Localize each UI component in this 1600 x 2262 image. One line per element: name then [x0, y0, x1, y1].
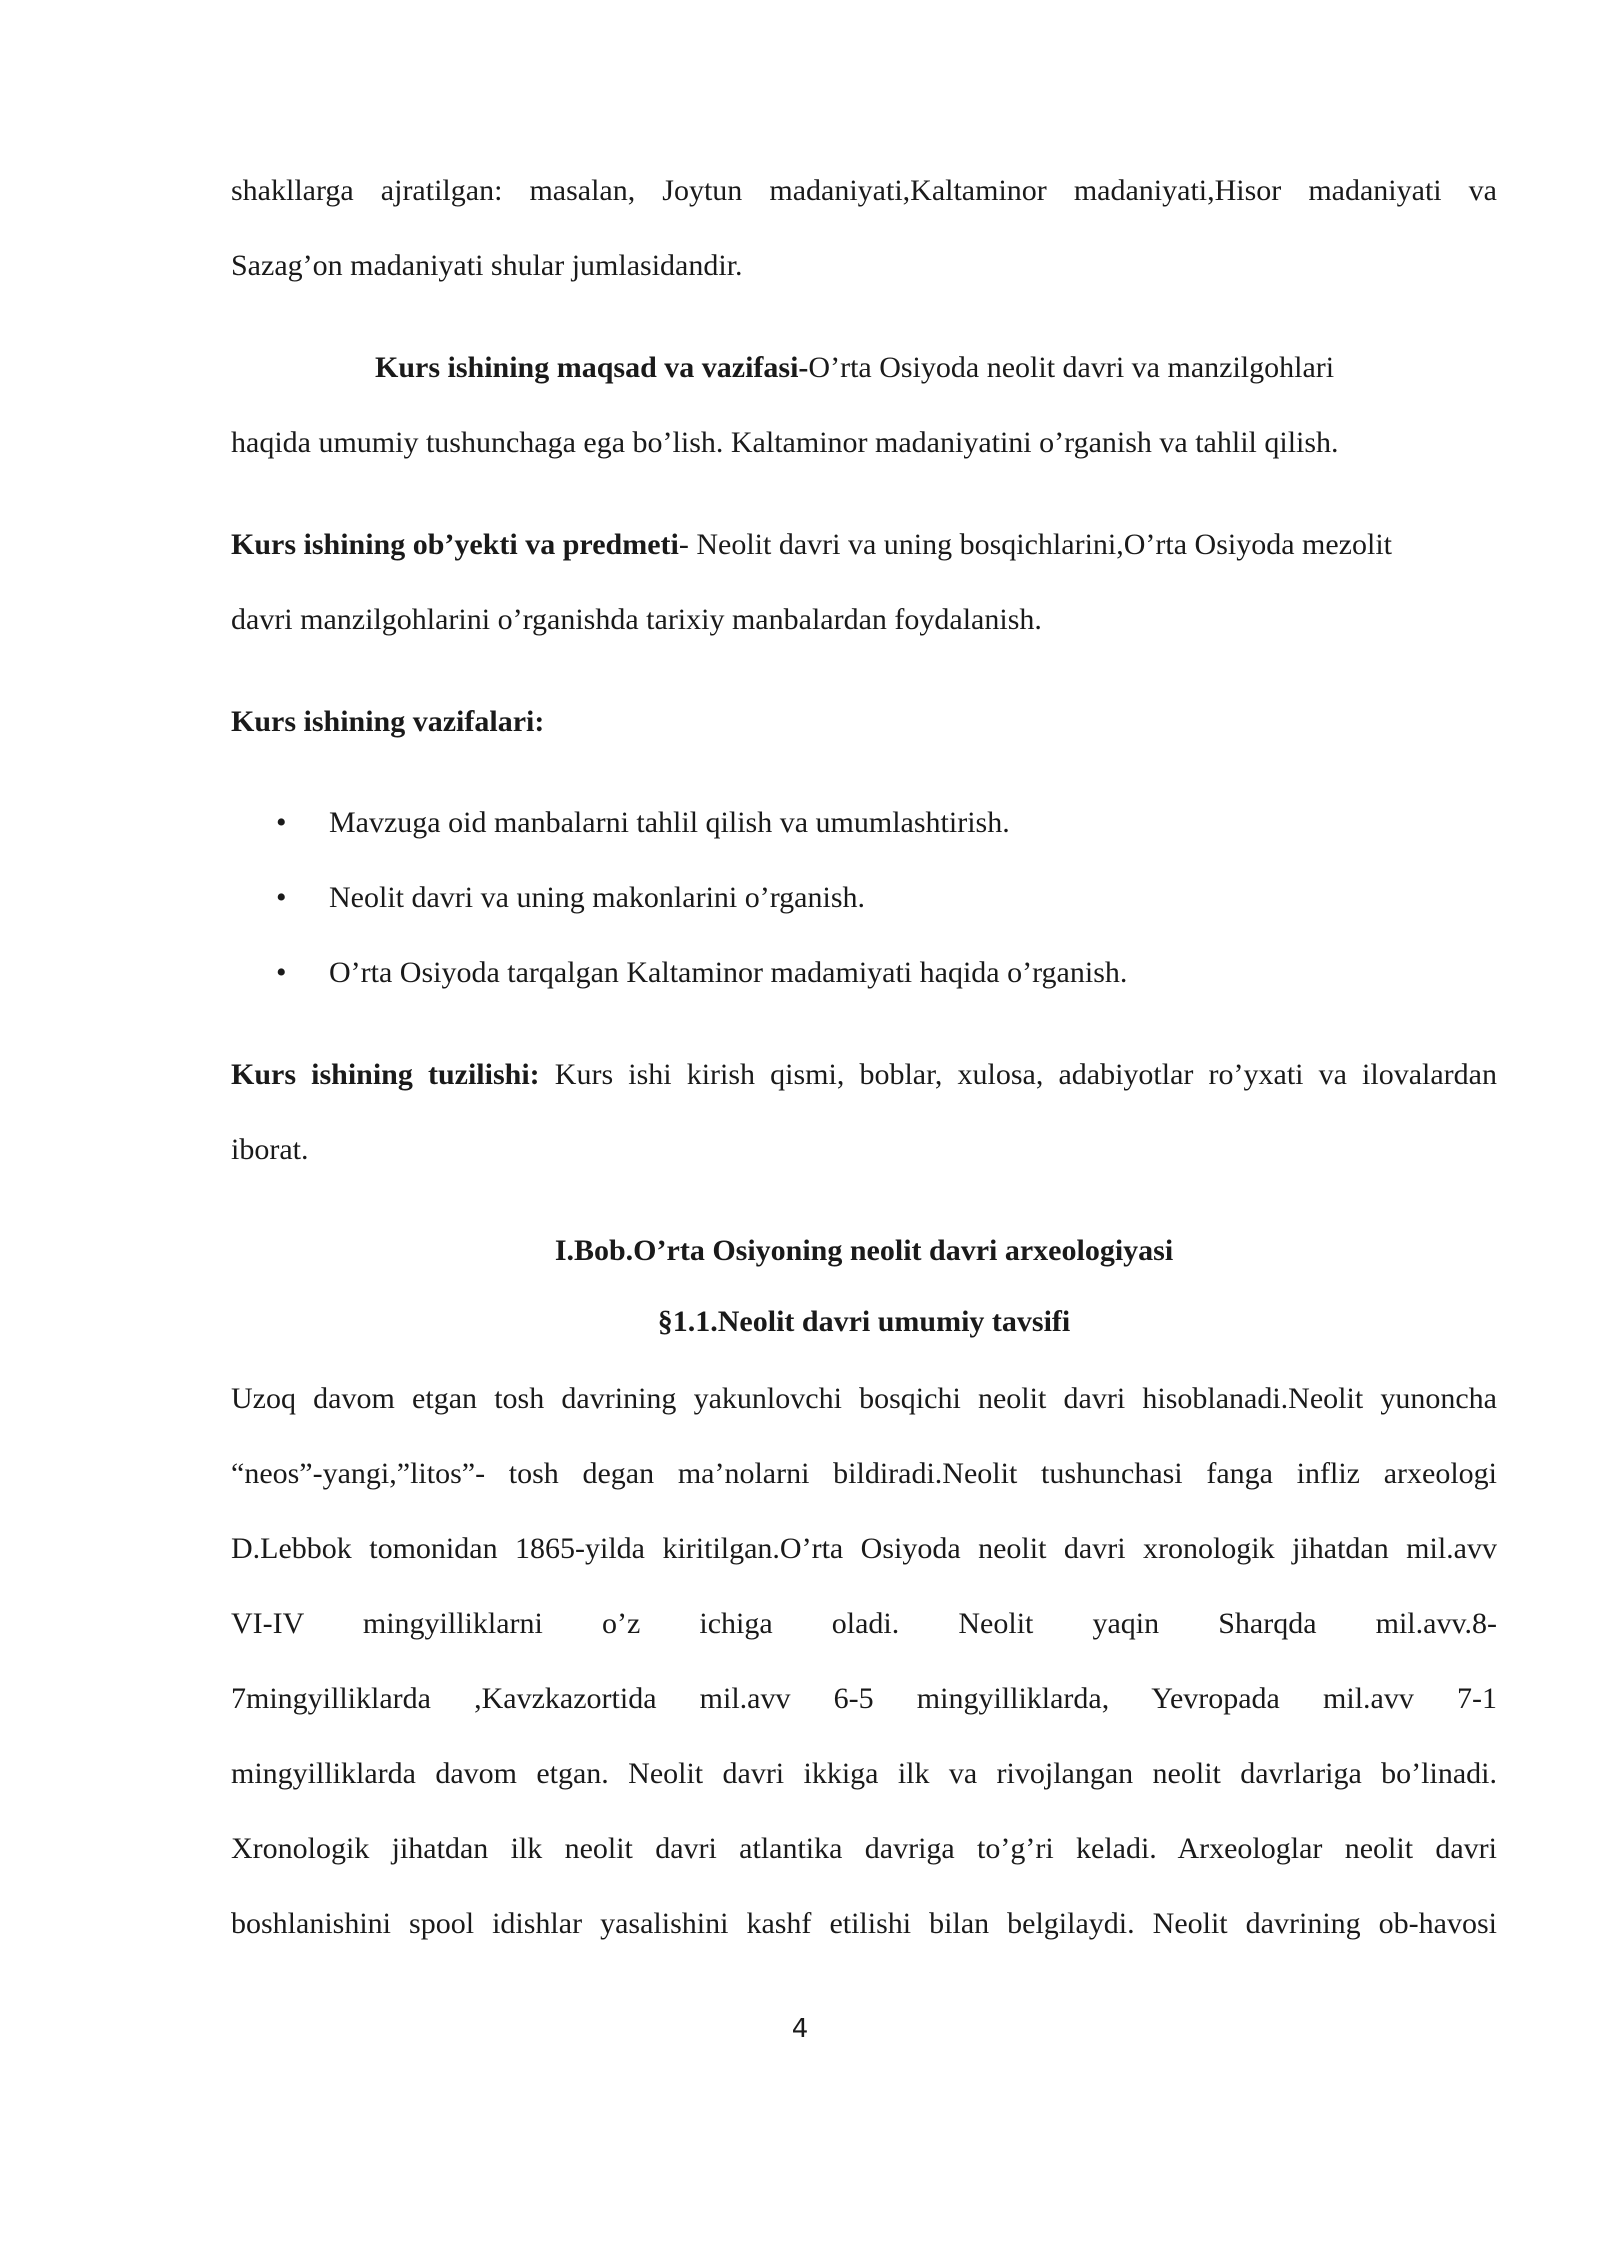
goal-label: Kurs ishining maqsad va vazifasi-: [375, 351, 809, 384]
section-title: §1.1.Neolit davri umumiy tavsifi: [657, 1305, 1071, 1338]
goal-line-2: haqida umumiy tushunchaga ega bo’lish. Kaltaminor madaniyatini o’rganish va tahlil qilish.: [231, 426, 1339, 459]
body-line: Xronologik jihatdan ilk neolit davri atlantika davriga to’g’ri keladi. Arxeologlar neolit davri: [231, 1832, 1497, 1865]
page-number: 4: [791, 2014, 809, 2044]
list-item-text: Mavzuga oid manbalarni tahlil qilish va umumlashtirish.: [329, 806, 1010, 839]
structure-text: Kurs ishi kirish qismi, boblar, xulosa, adabiyotlar ro’yxati va ilovalardan: [539, 1058, 1497, 1091]
list-item-text: Neolit davri va uning makonlarini o’rganish.: [329, 881, 866, 914]
structure-line-1: [231, 1037, 1497, 1112]
body-line: “neos”-yangi,”litos”- tosh degan ma’nolarni bildiradi.Neolit tushunchasi fanga infliz arxeologi: [231, 1457, 1497, 1490]
bullet-icon: •: [276, 956, 287, 989]
list-item-text: O’rta Osiyoda tarqalgan Kaltaminor madamiyati haqida o’rganish.: [329, 956, 1128, 989]
structure-label: Kurs ishining tuzilishi:: [231, 1058, 540, 1091]
body-line: boshlanishini spool idishlar yasalishini kashf etilishi bilan belgilaydi. Neolit davrining ob-havosi: [231, 1907, 1497, 1940]
bullet-icon: •: [276, 806, 287, 839]
goal-text: O’rta Osiyoda neolit davri va manzilgohlari: [808, 351, 1335, 384]
object-label: Kurs ishining ob’yekti va predmeti: [231, 528, 679, 561]
chapter-title: I.Bob.O’rta Osiyoning neolit davri arxeologiyasi: [554, 1234, 1174, 1267]
object-line-1: [231, 507, 1497, 582]
goal-line-1: [375, 330, 1497, 405]
object-line-2: davri manzilgohlarini o’rganishda tarixiy manbalardan foydalanish.: [231, 603, 1042, 636]
structure-line-2: iborat.: [231, 1133, 309, 1166]
object-text: - Neolit davri va uning bosqichlarini,O’rta Osiyoda mezolit: [678, 528, 1393, 561]
body-line: Uzoq davom etgan tosh davrining yakunlovchi bosqichi neolit davri hisoblanadi.Neolit yunoncha: [231, 1382, 1497, 1415]
intro-line-1: shakllarga ajratilgan: masalan, Joytun madaniyati,Kaltaminor madaniyati,Hisor madaniyati va: [231, 174, 1497, 207]
intro-line-2: Sazag’on madaniyati shular jumlasidandir.: [231, 249, 743, 282]
body-line: mingyilliklarda davom etgan. Neolit davri ikkiga ilk va rivojlangan neolit davrlariga bo’linadi.: [231, 1757, 1497, 1790]
body-line: D.Lebbok tomonidan 1865-yilda kiritilgan.O’rta Osiyoda neolit davri xronologik jihatdan mil.avv: [231, 1532, 1497, 1565]
bullet-icon: •: [276, 881, 287, 914]
body-line: 7mingyilliklarda ,Kavzkazortida mil.avv 6-5 mingyilliklarda, Yevropada mil.avv 7-1: [231, 1682, 1497, 1715]
tasks-heading: Kurs ishining vazifalari:: [231, 705, 545, 738]
body-line: VI-IV mingyilliklarni o’z ichiga oladi. Neolit yaqin Sharqda mil.avv.8-: [231, 1607, 1497, 1640]
